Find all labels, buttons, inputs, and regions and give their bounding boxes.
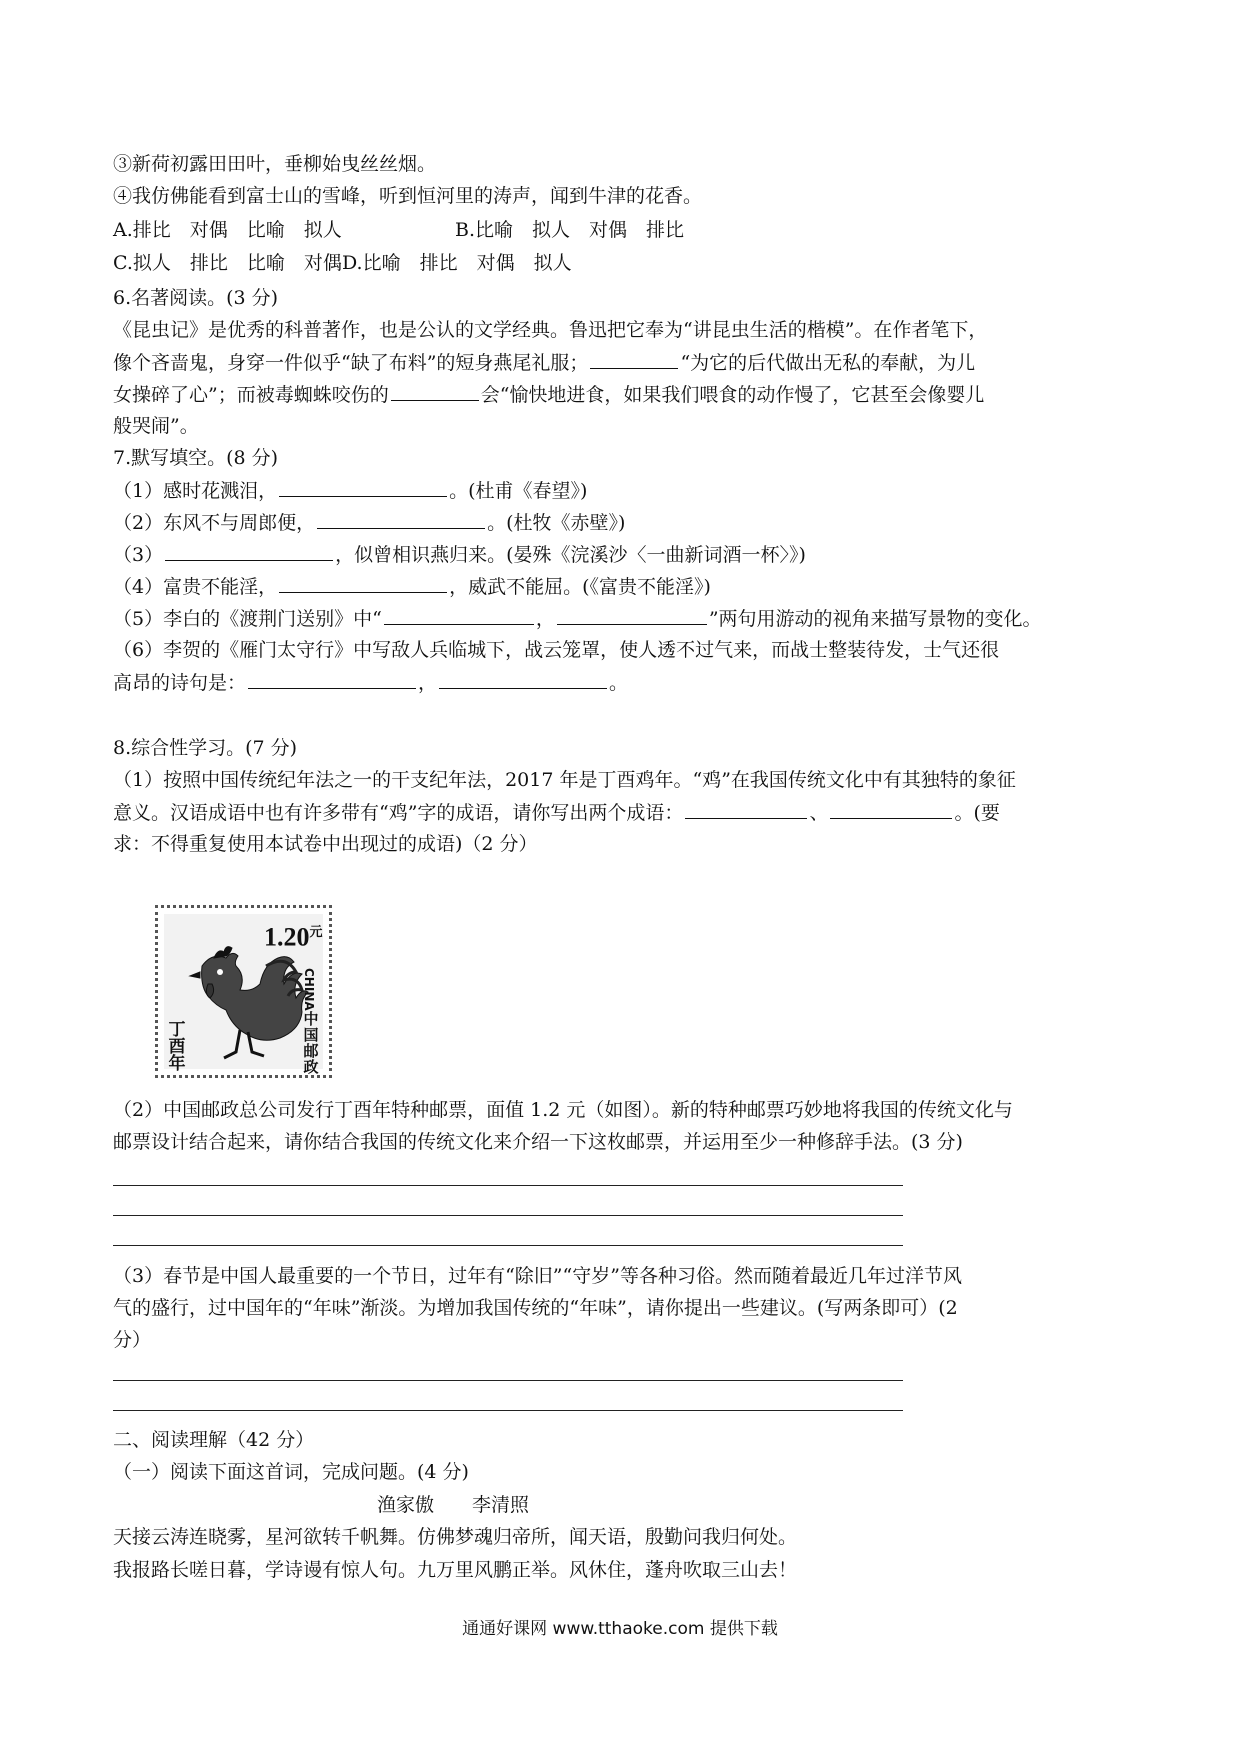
question-7-item <box>113 572 711 601</box>
question-7-item <box>113 604 1042 633</box>
stamp-face <box>164 914 323 1076</box>
answer-blank[interactable] <box>590 348 678 369</box>
question-7-title: 7.默写填空。(8 分) <box>113 447 279 469</box>
answer-blank[interactable] <box>165 540 333 561</box>
option-d: D.比喻 排比 对偶 拟人 <box>342 252 572 274</box>
item-text: 高昂的诗句是： <box>113 672 247 694</box>
footer-credit: 通通好课网 www.tthaoke.com 提供下载 <box>462 1619 778 1639</box>
question-7-item: （6）李贺的《雁门太守行》中写敌人兵临城下，战云笼罩，使人透不过气来，而战士整装待发，士气还很 <box>113 639 1000 661</box>
item-text: （5）李白的《渡荆门送别》中“ <box>113 608 382 630</box>
question-8-text: （2）中国邮政总公司发行丁酉年特种邮票，面值 1.2 元（如图）。新的特种邮票巧妙地将我国的传统文化与 <box>113 1099 1013 1121</box>
question-7-item <box>113 540 806 569</box>
answer-line[interactable] <box>113 1185 903 1186</box>
stamp-china-post: 中国邮政 <box>303 1009 319 1076</box>
question-6-text: “为它的后代做出无私的奉献，为儿 <box>680 352 976 374</box>
question-7-item <box>113 668 628 697</box>
question-7-item <box>113 508 625 537</box>
stamp-face-value <box>264 921 323 953</box>
item-text: ， <box>535 608 555 630</box>
stamp-year-text: 丁酉年 <box>168 1020 186 1074</box>
item-text: 。 <box>609 672 629 694</box>
option-row-ab <box>113 216 684 244</box>
item-text: （4）富贵不能淫， <box>113 576 278 598</box>
answer-blank[interactable] <box>279 476 447 497</box>
item-text: ”两句用游动的视角来描写景物的变化。 <box>708 608 1042 630</box>
question-6-text <box>113 380 984 409</box>
question-6-text: 《昆虫记》是优秀的科普著作，也是公认的文学经典。鲁迅把它奉为“讲昆虫生活的楷模”。在作者笔下， <box>113 319 988 341</box>
option-c: C.拟人 排比 比喻 对偶 <box>113 252 342 274</box>
stamp-post-label <box>301 968 321 1075</box>
item-text: ， <box>418 672 438 694</box>
stamp-unit: 元 <box>309 924 323 939</box>
option-row-cd <box>113 249 572 277</box>
item-text: 。(杜甫《春望》) <box>449 480 588 502</box>
answer-blank[interactable] <box>384 604 534 625</box>
question-8-text: 邮票设计结合起来，请你结合我国的传统文化来介绍一下这枚邮票，并运用至少一种修辞手法。(3 分) <box>113 1131 963 1153</box>
question-8-text: 气的盛行，过中国年的“年味”渐淡。为增加我国传统的“年味”，请你提出一些建议。(写两条即可）(2 <box>113 1297 958 1319</box>
rooster-stamp-image <box>155 905 332 1078</box>
question-6-text: 般哭闹”。 <box>113 415 199 437</box>
answer-blank[interactable] <box>685 798 807 819</box>
section-2-title: 二、阅读理解（42 分） <box>113 1429 315 1451</box>
poem-line: 天接云涛连晓雾，星河欲转千帆舞。仿佛梦魂归帝所，闻天语，殷勤问我归何处。 <box>113 1526 798 1548</box>
answer-line[interactable] <box>113 1215 903 1216</box>
question-8-text: （1）按照中国传统纪年法之一的干支纪年法，2017 年是丁酉鸡年。“鸡”在我国传统文化中有其独特的象征 <box>113 769 1016 791</box>
answer-blank[interactable] <box>557 604 707 625</box>
section-2-sub: （一）阅读下面这首词，完成问题。(4 分) <box>113 1461 469 1483</box>
answer-blank[interactable] <box>248 668 416 689</box>
question-6-text <box>113 348 975 377</box>
item-3: ③新荷初露田田叶，垂柳始曳丝丝烟。 <box>113 153 437 175</box>
poem-title: 渔家傲 李清照 <box>377 1494 530 1516</box>
answer-blank[interactable] <box>391 380 479 401</box>
item-text: （3） <box>113 544 164 566</box>
option-a: A.排比 对偶 比喻 拟人 <box>113 219 342 241</box>
question-8-text: （3）春节是中国人最重要的一个节日，过年有“除旧”“守岁”等各种习俗。然而随着最近几年过洋节风 <box>113 1265 962 1287</box>
question-6-text: 女操碎了心”；而被毒蜘蛛咬伤的 <box>113 384 389 406</box>
item-text: 、 <box>809 802 829 824</box>
question-8-title: 8.综合性学习。(7 分) <box>113 737 298 759</box>
item-text: ，威武不能屈。(《富贵不能淫》) <box>449 576 711 598</box>
item-text: 。(杜牧《赤壁》) <box>487 512 626 534</box>
question-8-text <box>113 798 1000 827</box>
option-b: B.比喻 拟人 对偶 排比 <box>455 219 685 241</box>
item-text: ，似曾相识燕归来。(晏殊《浣溪沙〈一曲新词酒一杯〉》) <box>335 544 806 566</box>
answer-blank[interactable] <box>830 798 952 819</box>
poem-line: 我报路长嗟日暮，学诗谩有惊人句。九万里风鹏正举。风休住，蓬舟吹取三山去！ <box>113 1559 798 1581</box>
question-8-text: 分） <box>113 1329 152 1351</box>
answer-blank[interactable] <box>317 508 485 529</box>
item-text: （2）东风不与周郎便， <box>113 512 316 534</box>
question-6-title: 6.名著阅读。(3 分) <box>113 287 279 309</box>
answer-line[interactable] <box>113 1380 903 1381</box>
answer-line[interactable] <box>113 1245 903 1246</box>
item-text: 。(要 <box>954 802 1000 824</box>
item-4: ④我仿佛能看到富士山的雪峰，听到恒河里的涛声，闻到牛津的花香。 <box>113 185 703 207</box>
item-text: （1）感时花溅泪， <box>113 480 278 502</box>
stamp-china-en: CHINA <box>302 968 316 1011</box>
question-6-text: 像个吝啬鬼，身穿一件似乎“缺了布料”的短身燕尾礼服； <box>113 352 589 374</box>
stamp-value-text: 1.20 <box>264 922 310 952</box>
question-8-text: 求：不得重复使用本试卷中出现过的成语)（2 分） <box>113 833 538 855</box>
item-text: 意义。汉语成语中也有许多带有“鸡”字的成语，请你写出两个成语： <box>113 802 684 824</box>
question-7-item <box>113 476 587 505</box>
answer-line[interactable] <box>113 1410 903 1411</box>
answer-blank[interactable] <box>279 572 447 593</box>
question-6-text: 会“愉快地进食，如果我们喂食的动作慢了，它甚至会像婴儿 <box>480 384 985 406</box>
answer-blank[interactable] <box>439 668 607 689</box>
